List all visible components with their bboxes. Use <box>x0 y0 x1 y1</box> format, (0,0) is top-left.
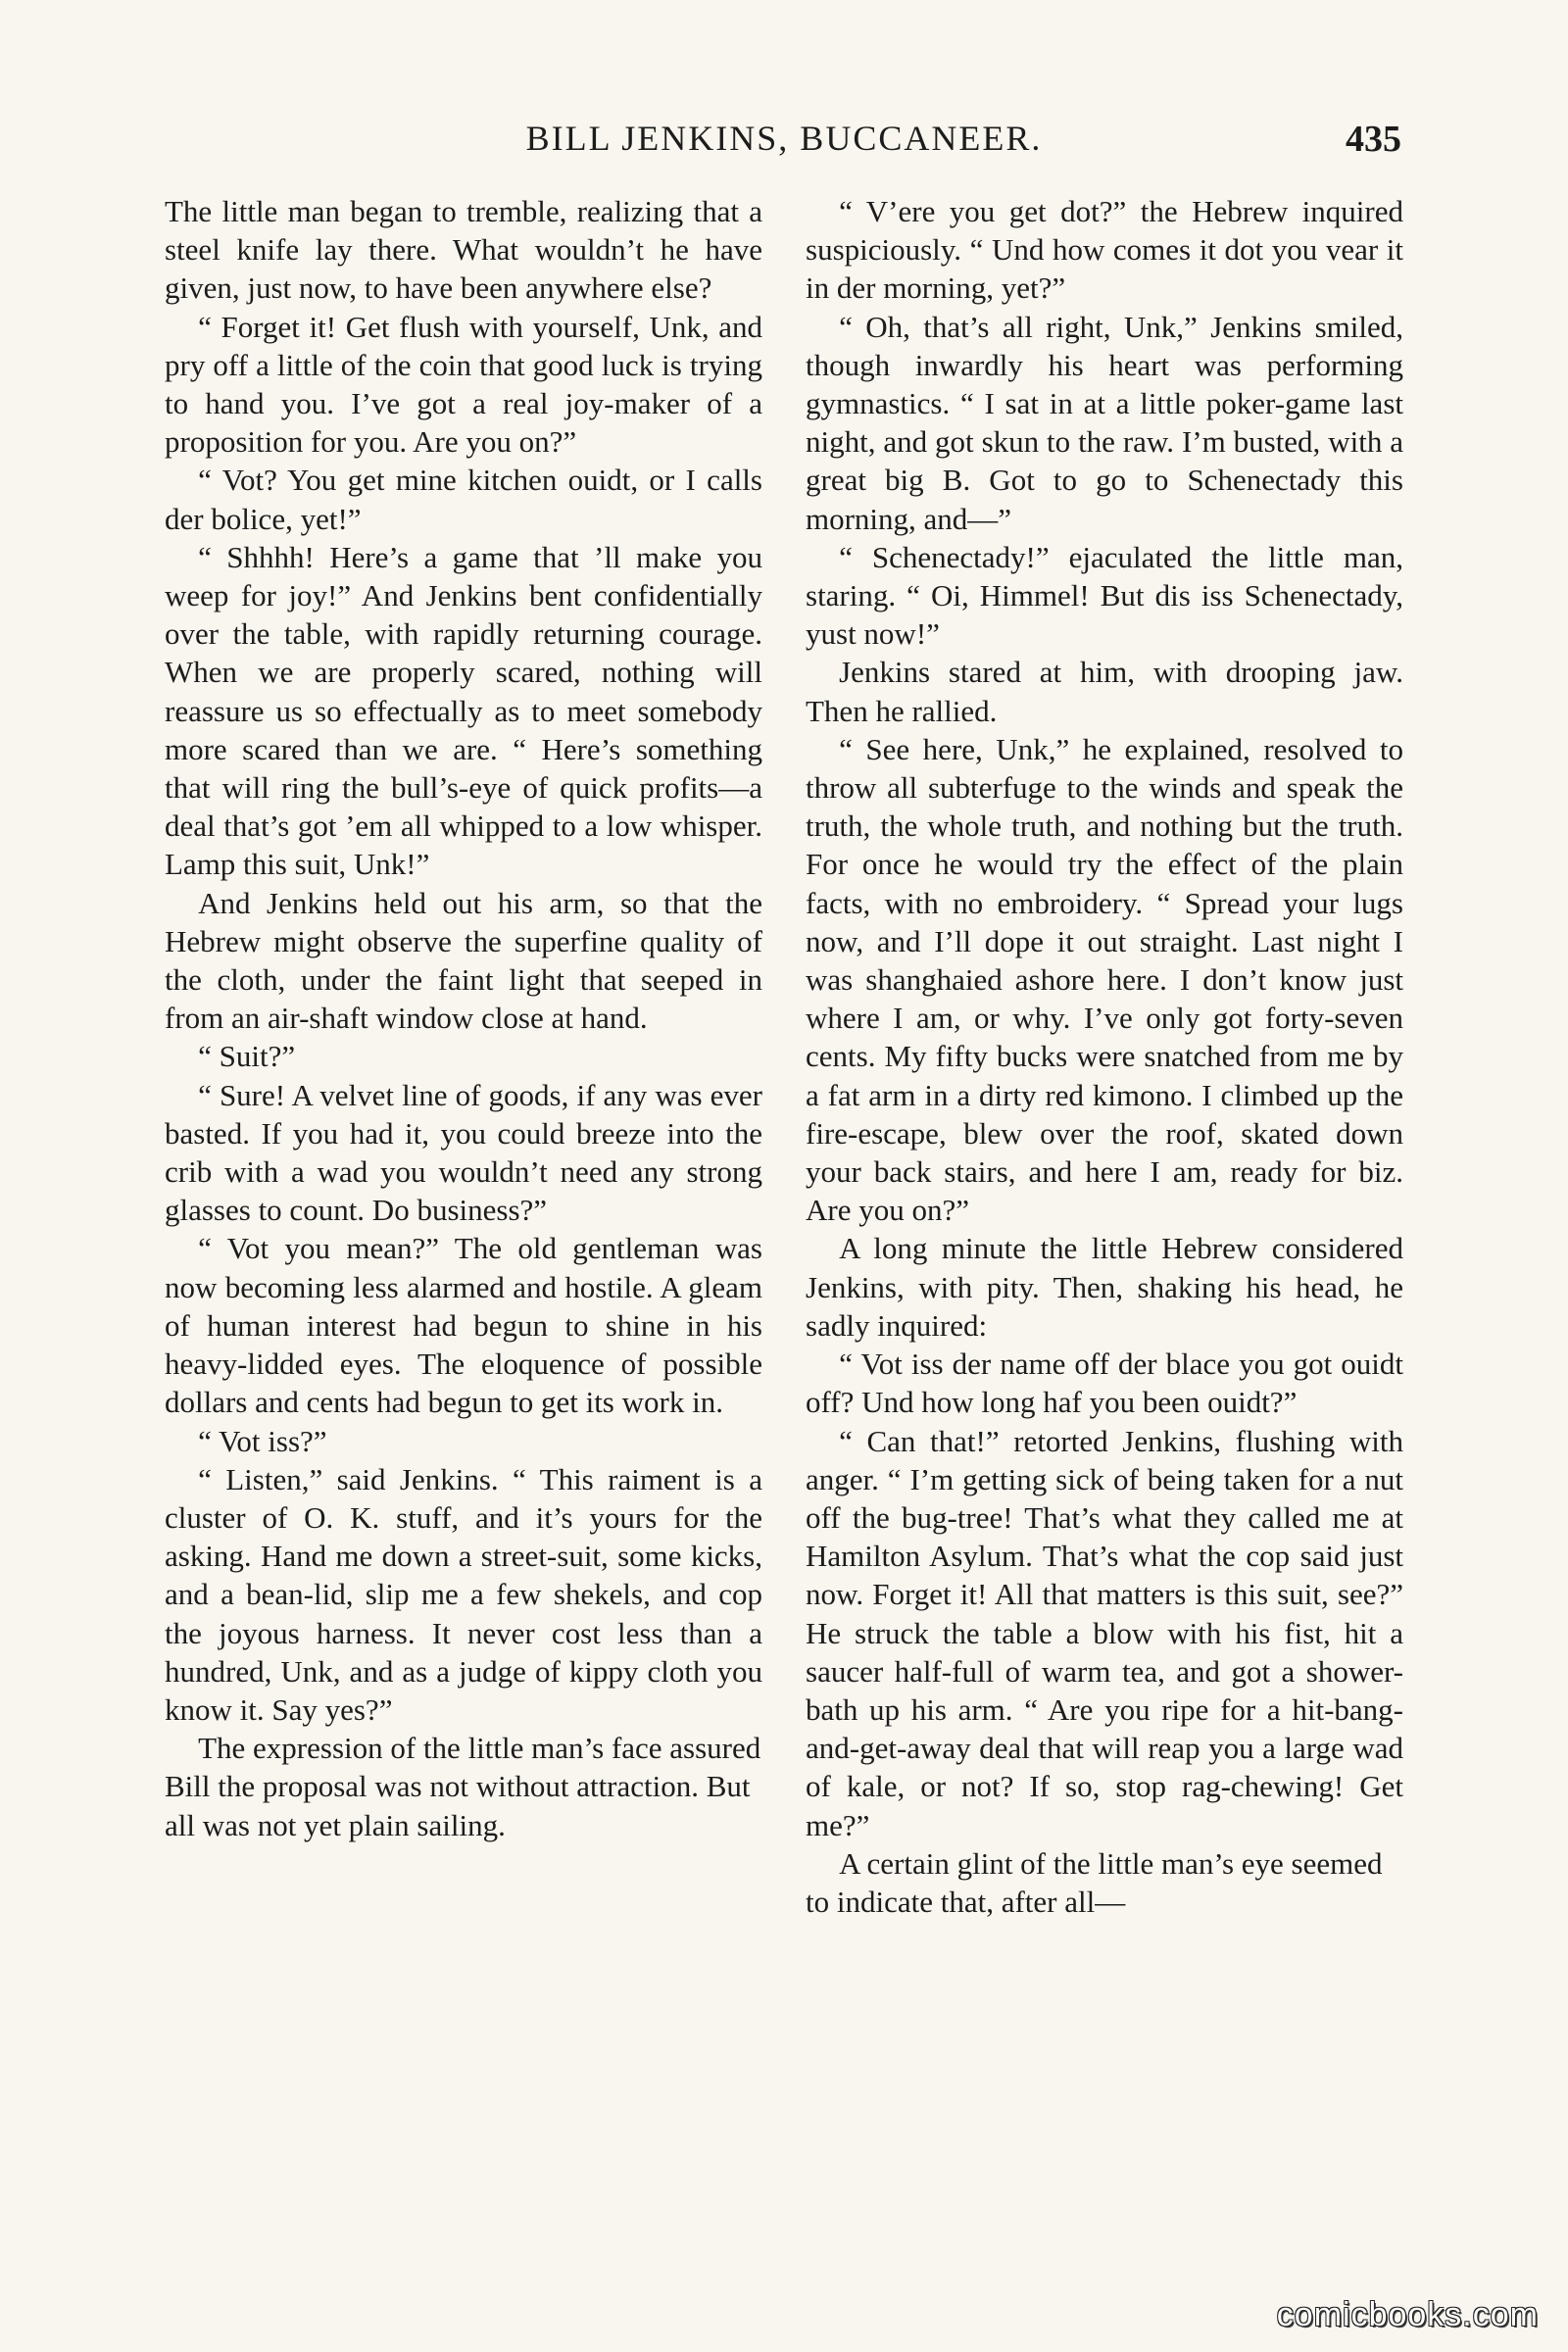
left-column <box>165 192 762 1844</box>
paragraph: The expression of the little man’s face assured Bill the proposal was not without attraction. But all was not yet plain sailing. <box>165 1731 761 1842</box>
paragraph: “ Vot iss der name off der blace you got ouidt off? Und how long haf you been ouidt?” <box>806 1347 1403 1420</box>
paragraph: “ Shhhh! Here’s a game that ’ll make you weep for joy!” And Jenkins bent confidentially over the table, with rapidly returning courage. When we are properly scared, nothing will reassure us so effectually as to meet somebody more scared than we are. “ Here’s something that will ring the bull’s-eye of quick profits—a deal that’s got ’em all whipped to a low whisper. Lamp this suit, Unk!” <box>165 539 762 882</box>
paragraph: A certain glint of the little man’s eye seemed to indicate that, after all— <box>806 1845 1383 1919</box>
running-title: BILL JENKINS, BUCCANEER. <box>525 119 1043 158</box>
right-column <box>806 192 1403 1921</box>
paragraph: “ Vot iss?” <box>198 1423 327 1458</box>
paragraph: “ Can that!” retorted Jenkins, flushing with anger. “ I’m getting sick of being taken for a nut off the bug-tree! That’s what they called me at Hamilton Asylum. That’s what the cop said just now. Forget it! All that matters is this suit, see?” He struck the table a blow with his fist, hit a saucer half-full of warm tea, and got a shower-bath up his arm. “ Are you ripe for a hit-bang-and-get-away deal that will reap you a large wad of kale, or not? If so, stop rag-chewing! Get me?” <box>806 1423 1403 1842</box>
paragraph: “ Forget it! Get flush with yourself, Unk, and pry off a little of the coin that good luck is trying to hand you. I’ve got a real joy-maker of a proposition for you. Are you on?” <box>165 309 762 460</box>
paragraph: The little man began to tremble, realizing that a steel knife lay there. What wouldn’t he have given, just now, to have been anywhere else? <box>165 194 762 306</box>
paragraph: Jenkins stared at him, with drooping jaw. Then he rallied. <box>806 655 1403 728</box>
site-watermark: comicbooks.com <box>1276 2296 1539 2333</box>
paragraph: “ Listen,” said Jenkins. “ This raiment is a cluster of O. K. stuff, and it’s yours for the asking. Hand me down a street-suit, some kicks, and a bean-lid, slip me a few shekels, and cop the joyous harness. It never cost less than a hundred, Unk, and as a judge of kippy cloth you know it. Say yes?” <box>165 1461 762 1727</box>
paragraph: “ Sure! A velvet line of goods, if any was ever basted. If you had it, you could breeze into the crib with a wad you wouldn’t need any strong glasses to count. Do business?” <box>165 1077 762 1228</box>
paragraph: “ See here, Unk,” he explained, resolved to throw all subterfuge to the winds and speak the truth, the whole truth, and nothing but the truth. For once he would try the effect of the plain facts, with no embroidery. “ Spread your lugs now, and I’ll dope it out straight. Last night I was shanghaied ashore here. I don’t know just where I am, or why. I’ve only got forty-seven cents. My fifty bucks were snatched from me by a fat arm in a dirty red kimono. I climbed up the fire-escape, blew over the roof, skated down your back stairs, and here I am, ready for biz. Are you on?” <box>806 731 1403 1228</box>
paragraph: “ Suit?” <box>198 1039 296 1074</box>
paragraph: “ Schenectady!” ejaculated the little man, staring. “ Oi, Himmel! But dis iss Schenectady, yust now!” <box>806 539 1403 652</box>
page-header <box>157 118 1411 167</box>
page-number: 435 <box>1346 119 1401 160</box>
paragraph: A long minute the little Hebrew considered Jenkins, with pity. Then, shaking his head, he sadly inquired: <box>806 1231 1403 1343</box>
paragraph: And Jenkins held out his arm, so that the Hebrew might observe the superfine quality of the cloth, under the faint light that seeped in from an air-shaft window close at hand. <box>165 885 762 1036</box>
paragraph: “ V’ere you get dot?” the Hebrew inquired suspiciously. “ Und how comes it dot you vear it in der morning, yet?” <box>806 194 1403 306</box>
paragraph: “ Vot you mean?” The old gentleman was now becoming less alarmed and hostile. A gleam of human interest had begun to shine in his heavy-lidded eyes. The eloquence of possible dollars and cents had begun to get its work in. <box>165 1231 762 1420</box>
paragraph: “ Vot? You get mine kitchen ouidt, or I calls der bolice, yet!” <box>165 463 762 536</box>
paragraph: “ Oh, that’s all right, Unk,” Jenkins smiled, though inwardly his heart was performing gymnastics. “ I sat in at a little poker-game last night, and got skun to the raw. I’m busted, with a great big B. Got to go to Schenectady this morning, and—” <box>806 309 1403 536</box>
